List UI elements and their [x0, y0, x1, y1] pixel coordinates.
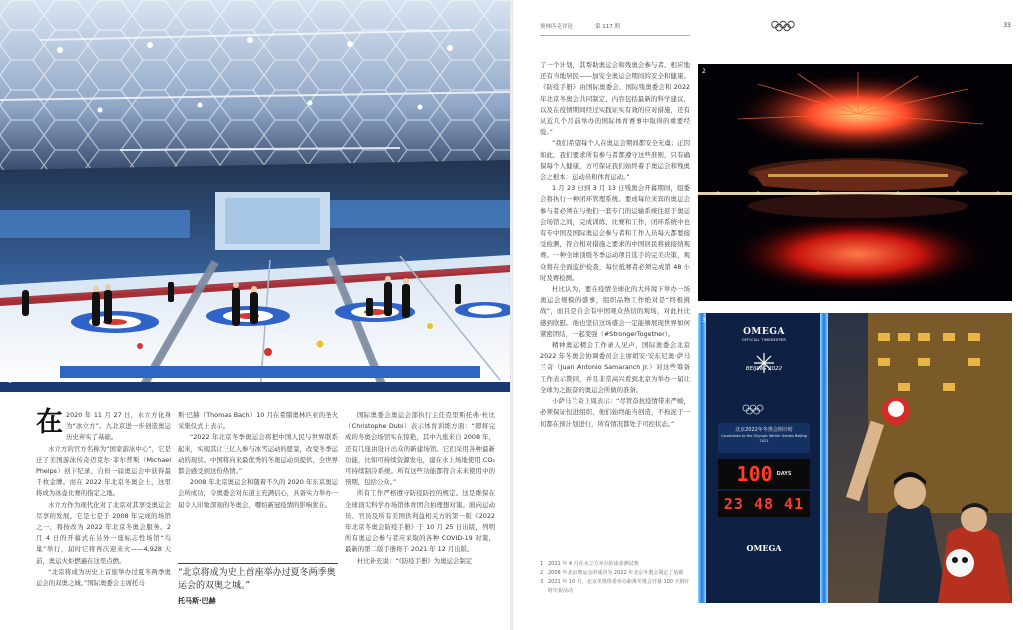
article-column-3: [345, 410, 495, 567]
caption-number: 2: [540, 570, 544, 576]
pull-quote-author: 托马斯·巴赫: [178, 597, 216, 605]
article-column-2: [178, 410, 338, 511]
caption-number: 1: [540, 561, 544, 567]
pull-quote-text: “北京将成为史上首座举办过夏冬两季奥运会的双奥之城。”: [178, 568, 336, 591]
paragraph: 在 2020 年 11 月 27 日，水立方化身为“冰立方”。九北京进一步创造奥运历史弃实了基础。: [36, 407, 171, 442]
paragraph: 斯·巴赫（Thomas Bach）10 月在希腊奥林匹亚的圣火采集仪式上表示。: [178, 411, 338, 431]
issue-number: 第 117 期: [595, 24, 620, 30]
paragraph: 了一个计划，其帮助奥运会和残奥会参与者、相应地还有当地居民——加安全奥运会期间的安全和健康。《防疫手册》由国际奥委会、国际残奥委会和 2022 年北京冬奥会共同制定，内容包括最新的科学建议，以及在疫情期间经过实践证实有效的应对措施，还有从近几个月前举办的国际体育赛事中取得的重要经验。”: [540, 61, 690, 137]
countdown-clock-photo: [698, 313, 1012, 603]
photo-number: 2: [702, 68, 706, 75]
curling-arena-photo: [0, 0, 510, 392]
paragraph: 国际奥委会奥运会部执行主任克里斯托弗·杜比（Christophe Dubi）表示体育训练方面：“即将完成的冬奥会场馆实在惊艳，其中九座来自 2008 年，还有几座由设计出众的新建场馆。它们采用各种最新功能，比如可持续资源发电，建在水上场地使用 CO₂ 可持续制冷系统。所有这些功能都符合未来使用中的预期，包括公众。”: [345, 411, 495, 487]
photo-number: 3: [702, 317, 706, 324]
paragraph: 水立方的官方名称为“国家游泳中心”，它是迁了美国游泳传奇迈克尔·菲尔普斯（Michael Phelps）创下纪录，自但一届奥运会中获得最千枚金牌。而在 2022 年北京冬奥会上，这里将成为冰壶比赛的指定之地。: [36, 444, 171, 498]
header-rule: [540, 35, 690, 36]
page-number: 33: [1003, 22, 1011, 29]
countdown-days: [720, 461, 808, 487]
paragraph: 杜比补充说：“《防疫手册》为奥运会制定: [357, 556, 473, 565]
countdown-days-value: 100: [736, 462, 773, 486]
paragraph: 2008 年北京奥运会和随着不久的 2020 年东京奥运会所成功，令奥委会对东道主充满信心，具备实力举办一届令人印象深刻的冬奥会，哪怕新冠疫情的影响犹在。: [178, 478, 338, 509]
article-column-1: [36, 407, 171, 589]
caption-item: [540, 569, 690, 578]
paragraph: 杜比认为，要在疫情全球化的大环境下举办一场奥运会规模的盛事，组织品物工作绝对是“终极挑战”，而且是自会有中国观众热切的观场，对此杜比感到欣慰。他也坚信这场盛会一定能够展现世界如何紧密团结，一起变强（#StrongerTogether）。: [540, 285, 690, 338]
paragraph: 所有工作严格遵守防疫防控的规定。这是维保在全球顶尖科学办场馆体育团合拍理想对策。面向运动员、官员及所有美国供利益相关方的第一版《2022 年北京冬奥会防疫手册》于 10 月 25 日出版，列明所有奥运会参与者应采取的各种 COVID-19 对策，最新的第二版手册将于 2021 年 12 月出版。: [345, 489, 495, 554]
caption-text: 2008 年北京奥运会的成功为 2022 年北京冬奥会奠定了基础: [548, 570, 684, 576]
paragraph: 水立方作为现代化对了北京对其享受奥运会尽享的发展。它是七是于 2008 年完成的场馆之一，将按改为 2022 年北京冬奥会服务。2 月 4 日的开幕式在另外一座标志性场馆“鸟巢”举行，届时它将再次迎来火——4,928 天前，奥运火炬燃遍在这里点燃。: [36, 500, 171, 565]
photo-number: 1: [8, 378, 12, 385]
countdown-clock: 23 48 41: [723, 495, 805, 513]
countdown-labels: [720, 427, 808, 444]
paragraph: “2022 年北京冬季奥运会将把中国人民与世界联系起来，实现其让三亿人参与冰雪运动的愿景，改变冬季运动的现状。中国将向来最优秀的冬奥运动员提供，全世界都会感受到这份热情。”: [178, 433, 338, 476]
drop-cap: 在: [36, 407, 63, 438]
pull-quote: [178, 567, 338, 608]
countdown-english-label: Countdown to the Olympic Winter Games Beijing 2022: [721, 434, 807, 443]
paragraph: “北京将成为历史上首座举办过夏冬两季奥运会的双奥之城。”国际奥委会主席托马: [36, 567, 171, 588]
countdown-days-label: DAYS: [776, 471, 792, 477]
magazine-title: 奥林匹克评论: [540, 24, 574, 30]
caption-item: [540, 560, 690, 569]
caption-item: [540, 578, 690, 596]
paragraph: “我们希望每个人在奥运会期间都安全无虞；正因如此，我们要求所有参与者都遵守这些准则，只有确保每个人健康，方可保证我们始终着手奥运会和残奥会之根本：运动员和体育运动。”: [540, 139, 690, 182]
olympic-rings-icon: [770, 20, 796, 32]
caption-text: 2021 年 4 月在水立方举办的冰壶测试赛: [548, 561, 639, 567]
caption-text: 2021 年 10 月，北京冬奥组委举办距离冬奥会开幕 100 天倒计时庆祝活动: [548, 579, 690, 594]
omega-logo-bottom: OMEGA: [746, 543, 782, 553]
countdown-chinese-label: 北京2022年冬奥会倒计时: [735, 427, 793, 433]
birds-nest-fireworks-photo: [698, 64, 1012, 301]
games-label: BEIJING 2022: [745, 366, 783, 372]
sign-subtitle: OFFICIAL TIMEKEEPER: [741, 338, 787, 342]
countdown-sign: [718, 327, 810, 372]
photo-captions: [540, 560, 690, 596]
paragraph: 精神奥运精会工作录人见声，国际奥委会北京 2022 年冬奥会协调委员会主席胡安·安东尼奥·萨马兰奇（Juan Antonio Samaranch Jr.）对这些筹备工作表示赞同，并且非常高兴看到北京为举办一届让全球为之振奋的奥运会所做的准备。: [540, 341, 690, 394]
paragraph: 1 月 23 日到 3 月 13 日残奥会开幕期间，组委会将执行一种闭环管理系统。要成每位来宾的奥运会参与者必须在与他们一套专门的运输系统往返于奥运会场馆之间，完成训练、比赛和工作，闭环系统中也有专中国及国际奥运会参与者和工作人员每天都要接受检测，符合相对措施之要求的中国居民将被接纳观赛。一种全球顶级冬季运动项目选手的完美决策，观众将在全面监护检查，每位抵赛者必须完成第 48 小时及赛检测。: [540, 184, 690, 282]
article-column-4: [540, 60, 690, 430]
caption-number: 3: [540, 579, 544, 585]
pull-quote-rule: [178, 563, 338, 564]
paragraph: 小萨马兰奇上周表示：“尽管奋抗疫情带来严峻，必须保证恒进组织，他们始终能当创造，不拘泥于一切都在预计划进行，所有情况都处于可控状态。”: [540, 397, 690, 428]
page-gutter: [510, 0, 513, 630]
omega-logo: OMEGA: [743, 327, 785, 337]
page-header: [540, 22, 1011, 34]
